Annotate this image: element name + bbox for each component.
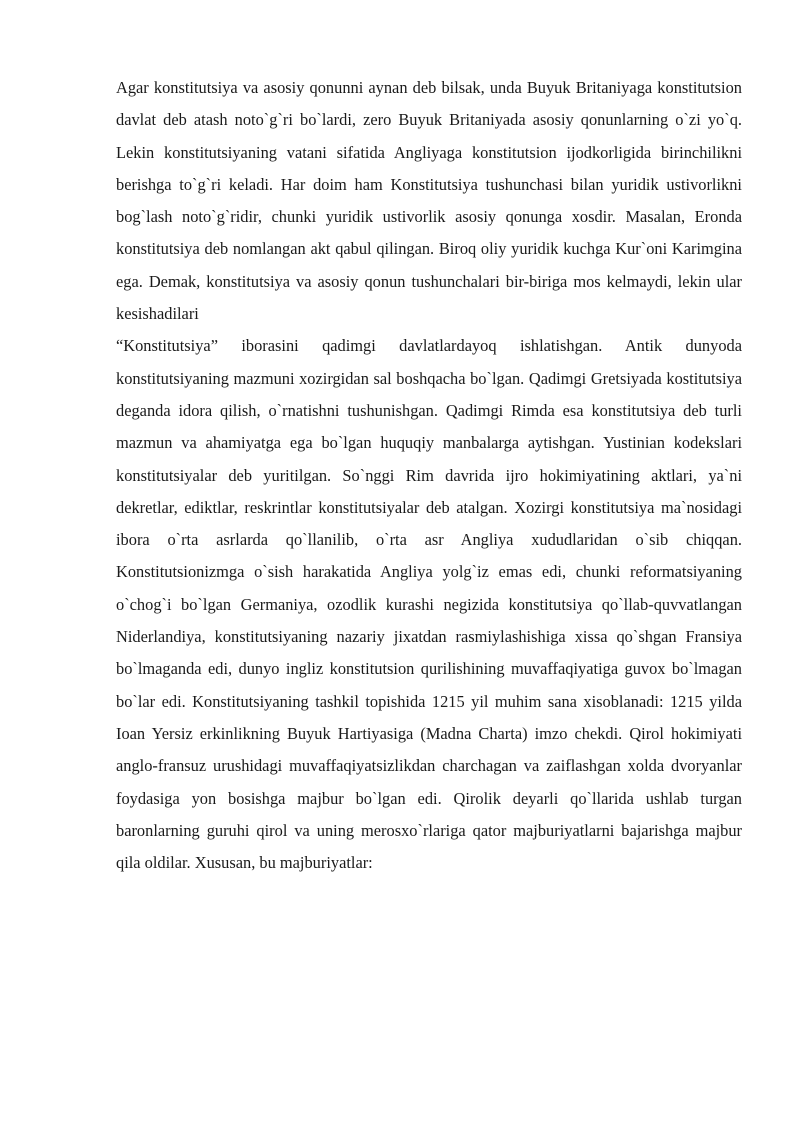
paragraph-constitution-history: “Konstitutsiya” iborasini qadimgi davlatlardayoq ishlatishgan. Antik dunyoda konstitutsiyaning mazmuni xozirgidan sal boshqacha bo`lgan. Qadimgi Gretsiyada kostitutsiya deganda idora qilish, o`rnatishni tushunishgan. Qadimgi Rimda esa konstitutsiya deb turli mazmun va ahamiyatga ega bo`lgan huquqiy manbalarga aytishgan. Yustinian kodekslari konstitutsiyalar deb yuritilgan. So`nggi Rim davrida ijro hokimiyatining aktlari, ya`ni dekretlar, ediktlar, reskrintlar konstitutsiyalar deb atalgan. Xozirgi konstitutsiya ma`nosidagi ibora o`rta asrlarda qo`llanilib, o`rta asr Angliya xududlaridan o`sib chiqqan. Konstitutsionizmga o`sish harakatida Angliya yolg`iz emas edi, chunki reformatsiyaning o`chog`i bo`lgan Germaniya, ozodlik kurashi negizida konstitutsiya qo`llab-quvvatlangan Niderlandiya, konstitutsiyaning nazariy jixatdan rasmiylashishiga xissa qo`shgan Fransiya bo`lmaganda edi, dunyo ingliz konstitutsion qurilishining muvaffaqiyatiga guvox bo`lmagan bo`lar edi. Konstitutsiyaning tashkil topishida 1215 yil muhim sana xisoblanadi: 1215 yilda Ioan Yersiz erkinlikning Buyuk Hartiyasiga (Madna Charta) imzo chekdi. Qirol hokimiyati anglo-fransuz urushidagi muvaffaqiyatsizlikdan charchagan va zaiflashgan xolda dvoryanlar foydasiga yon bosishga majbur bo`lgan edi. Qirolik deyarli qo`llarida ushlab turgan baronlarning guruhi qirol va uning merosxo`rlariga qator majburiyatlarni bajarishga majbur qila oldilar. Xususan, bu majburiyatlar: xyxy=(116,336,742,873)
document-body xyxy=(116,72,742,879)
paragraph-constitution-definition: Agar konstitutsiya va asosiy qonunni aynan deb bilsak, unda Buyuk Britaniyaga konstitutsion davlat deb atash noto`g`ri bo`lardi, zero Buyuk Britaniyada asosiy qonunlarning o`zi yo`q. Lekin konstitutsiyaning vatani sifatida Angliyaga konstitutsion ijodkorligida birinchilikni berishga to`g`ri keladi. Har doim ham Konstitutsiya tushunchasi bilan yuridik ustivorlikni bog`lash noto`g`ridir, chunki yuridik ustivorlik asosiy qonunga xosdir. Masalan, Eronda konstitutsiya deb nomlangan akt qabul qilingan. Biroq oliy yuridik kuchga Kur`oni Karimgina ega. Demak, konstitutsiya va asosiy qonun tushunchalari bir-biriga mos kelmaydi, lekin ular kesishadilari xyxy=(116,78,742,324)
